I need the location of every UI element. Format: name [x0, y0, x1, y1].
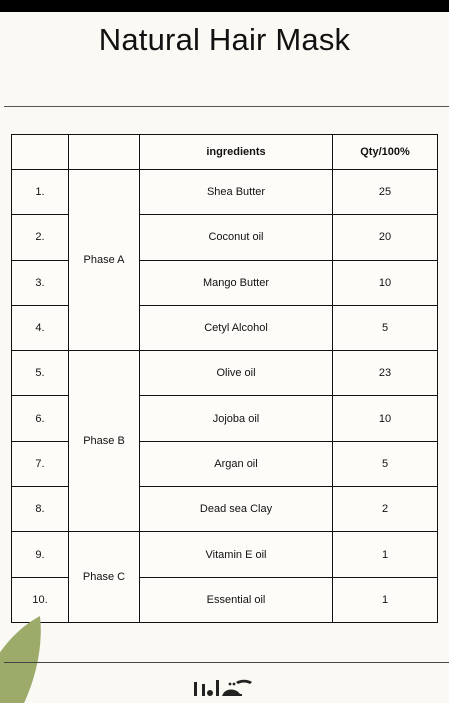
ingredient-name: Mango Butter	[140, 260, 333, 305]
ingredient-name: Jojoba oil	[140, 396, 333, 441]
row-number: 4.	[12, 305, 69, 350]
row-number: 10.	[12, 577, 69, 622]
arabic-wordmark-logo-icon	[190, 676, 258, 700]
ingredient-name: Argan oil	[140, 441, 333, 486]
phase-cell: Phase A	[69, 170, 140, 351]
ingredient-qty: 25	[333, 170, 438, 215]
header-number	[12, 135, 69, 170]
ingredient-name: Olive oil	[140, 351, 333, 396]
phase-cell: Phase B	[69, 351, 140, 532]
ingredient-name: Dead sea Clay	[140, 487, 333, 532]
row-number: 5.	[12, 351, 69, 396]
row-number: 6.	[12, 396, 69, 441]
ingredient-qty: 1	[333, 532, 438, 577]
leaf-decoration-icon	[0, 612, 50, 703]
table-header-row	[12, 135, 438, 170]
row-number: 9.	[12, 532, 69, 577]
ingredient-qty: 23	[333, 351, 438, 396]
ingredient-name: Coconut oil	[140, 215, 333, 260]
header-ingredients: ingredients	[140, 135, 333, 170]
ingredient-qty: 1	[333, 577, 438, 622]
row-number: 8.	[12, 487, 69, 532]
phase-cell: Phase C	[69, 532, 140, 623]
row-number: 7.	[12, 441, 69, 486]
bottom-divider	[4, 662, 449, 663]
row-number: 3.	[12, 260, 69, 305]
ingredient-qty: 5	[333, 305, 438, 350]
ingredient-qty: 10	[333, 260, 438, 305]
ingredients-table	[11, 134, 438, 623]
row-number: 1.	[12, 170, 69, 215]
ingredient-qty: 2	[333, 487, 438, 532]
ingredient-name: Shea Butter	[140, 170, 333, 215]
row-number: 2.	[12, 215, 69, 260]
page-title: Natural Hair Mask	[98, 22, 351, 57]
table-row	[12, 532, 438, 577]
header-phase	[69, 135, 140, 170]
ingredient-qty: 5	[333, 441, 438, 486]
table-row	[12, 170, 438, 215]
table-row	[12, 351, 438, 396]
ingredient-name: Vitamin E oil	[140, 532, 333, 577]
top-bar	[0, 0, 449, 12]
ingredient-qty: 10	[333, 396, 438, 441]
ingredient-name: Essential oil	[140, 577, 333, 622]
header-quantity: Qty/100%	[333, 135, 438, 170]
ingredient-qty: 20	[333, 215, 438, 260]
ingredient-name: Cetyl Alcohol	[140, 305, 333, 350]
top-divider	[4, 106, 449, 107]
